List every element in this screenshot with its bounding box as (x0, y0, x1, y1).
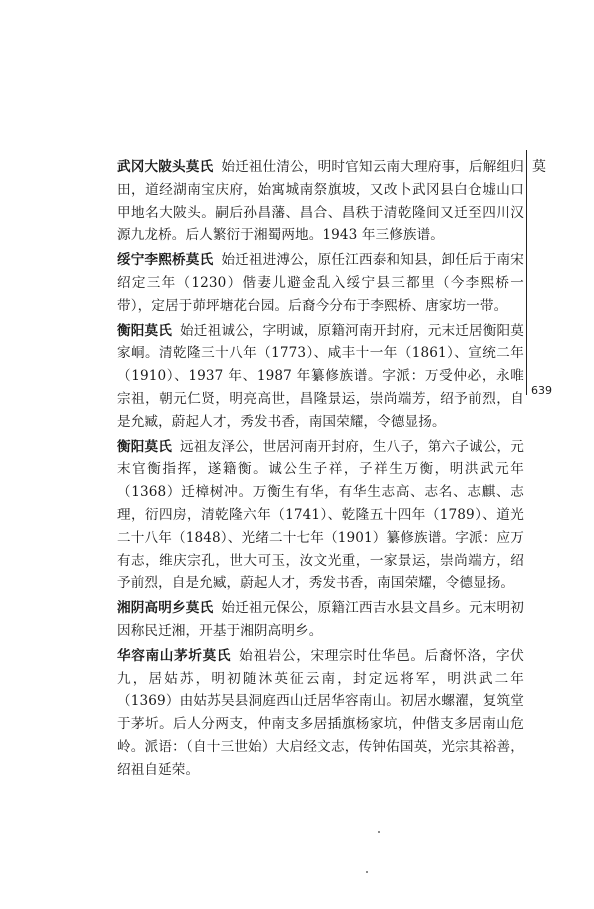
entry-suining-lixiqiao (117, 249, 524, 317)
entry-xiangyin-gaoming (117, 597, 524, 643)
entry-body: 远祖友泽公，世居河南开封府，生八子，第六子诚公，元末官衡指挥，遂籍衡。诚公生子祥，子祥生万衡，明洪武元年（1368）迁樟树冲。万衡生有华，有华生志高、志名、志麒、志理，衍四房，清乾隆六年（1741）、乾隆五十四年（1789）、道光二十八年（1848）、光绪二十七年（1901）纂修族谱。字派：应万有志，维庆宗孔，世大可玉，汝文光重，一家景运，崇尚端方，绍予前烈，自是允臧，蔚起人才，秀发书香，南国荣耀，令德显扬。 (117, 438, 524, 592)
entry-body: 始迁祖元保公，原籍江西吉水县文昌乡。元末明初因称民迁湘，开基于湘阴高明乡。 (117, 600, 524, 639)
entry-hengyang-1 (117, 320, 524, 434)
text-column (117, 156, 524, 784)
scan-speck (366, 871, 368, 873)
scan-speck (378, 831, 380, 833)
entry-wugang-dabeitou (117, 156, 524, 247)
entry-title: 湘阴高明乡莫氏 (117, 600, 214, 617)
entry-title: 华容南山茅圻莫氏 (117, 647, 232, 664)
entry-body: 始迁祖诚公，字明诚，原籍河南开封府，元末迁居衡阳莫家峒。清乾隆三十八年（1773）、咸丰十一年（1861）、宣统二年（1910）、1937 年、1987 年纂修族谱。字派：万受仲必，永唯宗祖，朝元仁贤，明亮高世，昌隆景运，崇尚端芳，绍予前烈，自是允臧，蔚起人才，秀发书香，南国荣耀，令德显扬。 (117, 322, 524, 430)
margin-rule (526, 150, 527, 395)
entry-body: 始迁祖进溥公，原任江西泰和知县，卸任后于南宋绍定三年（1230）偕妻儿避金乱入绥宁县三都里（今李熙桥一带），定居于茆坪塘花台园。后裔今分布于李熙桥、唐家坊一带。 (117, 252, 524, 314)
entry-title: 武冈大陂头莫氏 (117, 159, 214, 175)
page-number: 639 (531, 384, 552, 397)
entry-title: 衡阳莫氏 (117, 322, 173, 339)
entry-body: 始迁祖仕清公，明时官知云南大理府事，后解组归田，道经湖南宝庆府，始寓城南祭旗坡，又改卜武冈县白仓墟山口甲地名大陂头。嗣后孙昌藩、昌合、昌秩于清乾隆间又迁至四川汉源九龙桥。后人繁衍于湘蜀两地。1943 年三修族谱。 (117, 159, 524, 244)
side-tab-character: 莫 (532, 159, 546, 175)
entry-body: 始祖岩公，宋理宗时仕华邑。后裔怀洛，字伏九，居姑苏，明初随沐英征云南，封定远将军，明洪武二年（1369）由姑苏吴县洞庭西山迁居华容南山。初居水螺濯，复筑堂于茅圻。后人分两支，仲南支多居插旗杨家坑，仲偕支多居南山危岭。派语：（自十三世始）大启经文志，传钟佑国英，光宗其裕善，绍祖自延荣。 (117, 647, 524, 778)
entry-title: 绥宁李熙桥莫氏 (117, 252, 214, 269)
entry-hengyang-2 (117, 436, 524, 596)
entry-huarong-nanshan (117, 645, 524, 782)
entry-title: 衡阳莫氏 (117, 438, 173, 455)
